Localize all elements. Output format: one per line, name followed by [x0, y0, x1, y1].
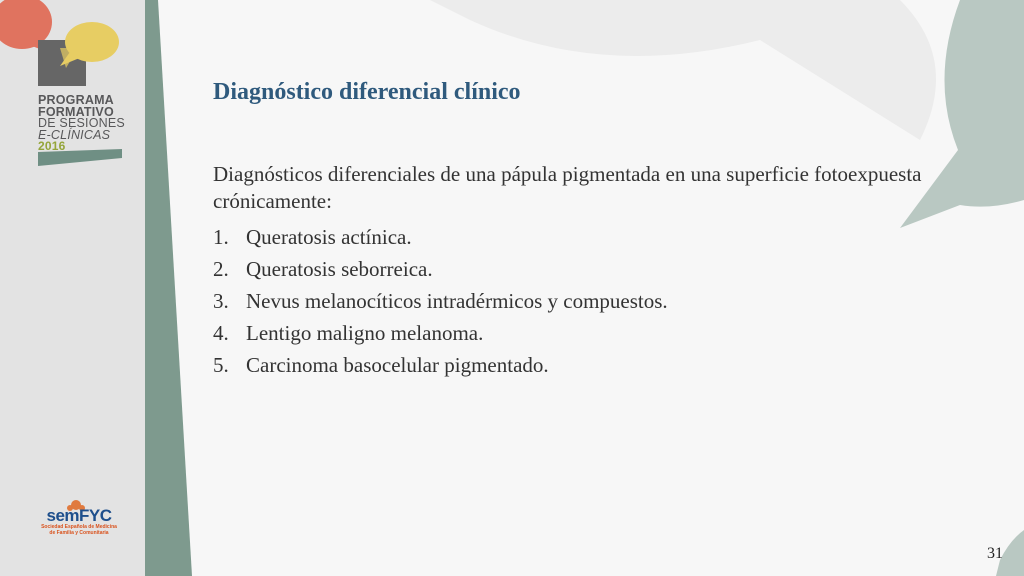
list-item-text: Lentigo maligno melanoma.	[246, 321, 484, 345]
list-item	[213, 285, 973, 317]
list-item	[213, 349, 973, 381]
list-item-text: Queratosis seborreica.	[246, 257, 433, 281]
semfyc-logo	[34, 497, 124, 536]
program-line-3: DE SESIONES	[38, 116, 125, 130]
list-item	[213, 221, 973, 253]
program-year: 2016	[38, 139, 66, 153]
list-item	[213, 253, 973, 285]
slide-title: Diagnóstico diferencial clínico	[213, 79, 521, 105]
list-item	[213, 317, 973, 349]
page-number: 31	[987, 545, 1003, 562]
list-item-number: 1.	[213, 225, 229, 249]
diagnosis-list	[213, 221, 973, 381]
semfyc-subtitle-2: de Familia y Comunitaria	[49, 529, 109, 536]
slide-intro: Diagnósticos diferenciales de una pápula pigmentada en una superficie fotoexpuesta crónicamente:	[213, 162, 922, 213]
sidebar-panel	[0, 0, 145, 576]
program-line-4: E-CLÍNICAS	[38, 127, 111, 142]
list-item-text: Nevus melanocíticos intradérmicos y compuestos.	[246, 289, 668, 313]
program-line-1: PROGRAMA	[38, 93, 114, 107]
slide-body	[213, 161, 973, 381]
list-item-number: 2.	[213, 257, 229, 281]
list-item-text: Carcinoma basocelular pigmentado.	[246, 353, 549, 377]
semfyc-subtitle-1: Sociedad Española de Medicina	[41, 524, 117, 530]
list-item-number: 5.	[213, 353, 229, 377]
list-item-number: 3.	[213, 289, 229, 313]
sidebar-stripe	[145, 0, 192, 576]
program-logo-text	[38, 95, 125, 153]
list-item-number: 4.	[213, 321, 229, 345]
background-bubble-shape	[430, 0, 936, 140]
program-line-2: FORMATIVO	[38, 104, 114, 119]
list-item-text: Queratosis actínica.	[246, 225, 412, 249]
semfyc-wordmark: semFYC	[46, 506, 112, 525]
